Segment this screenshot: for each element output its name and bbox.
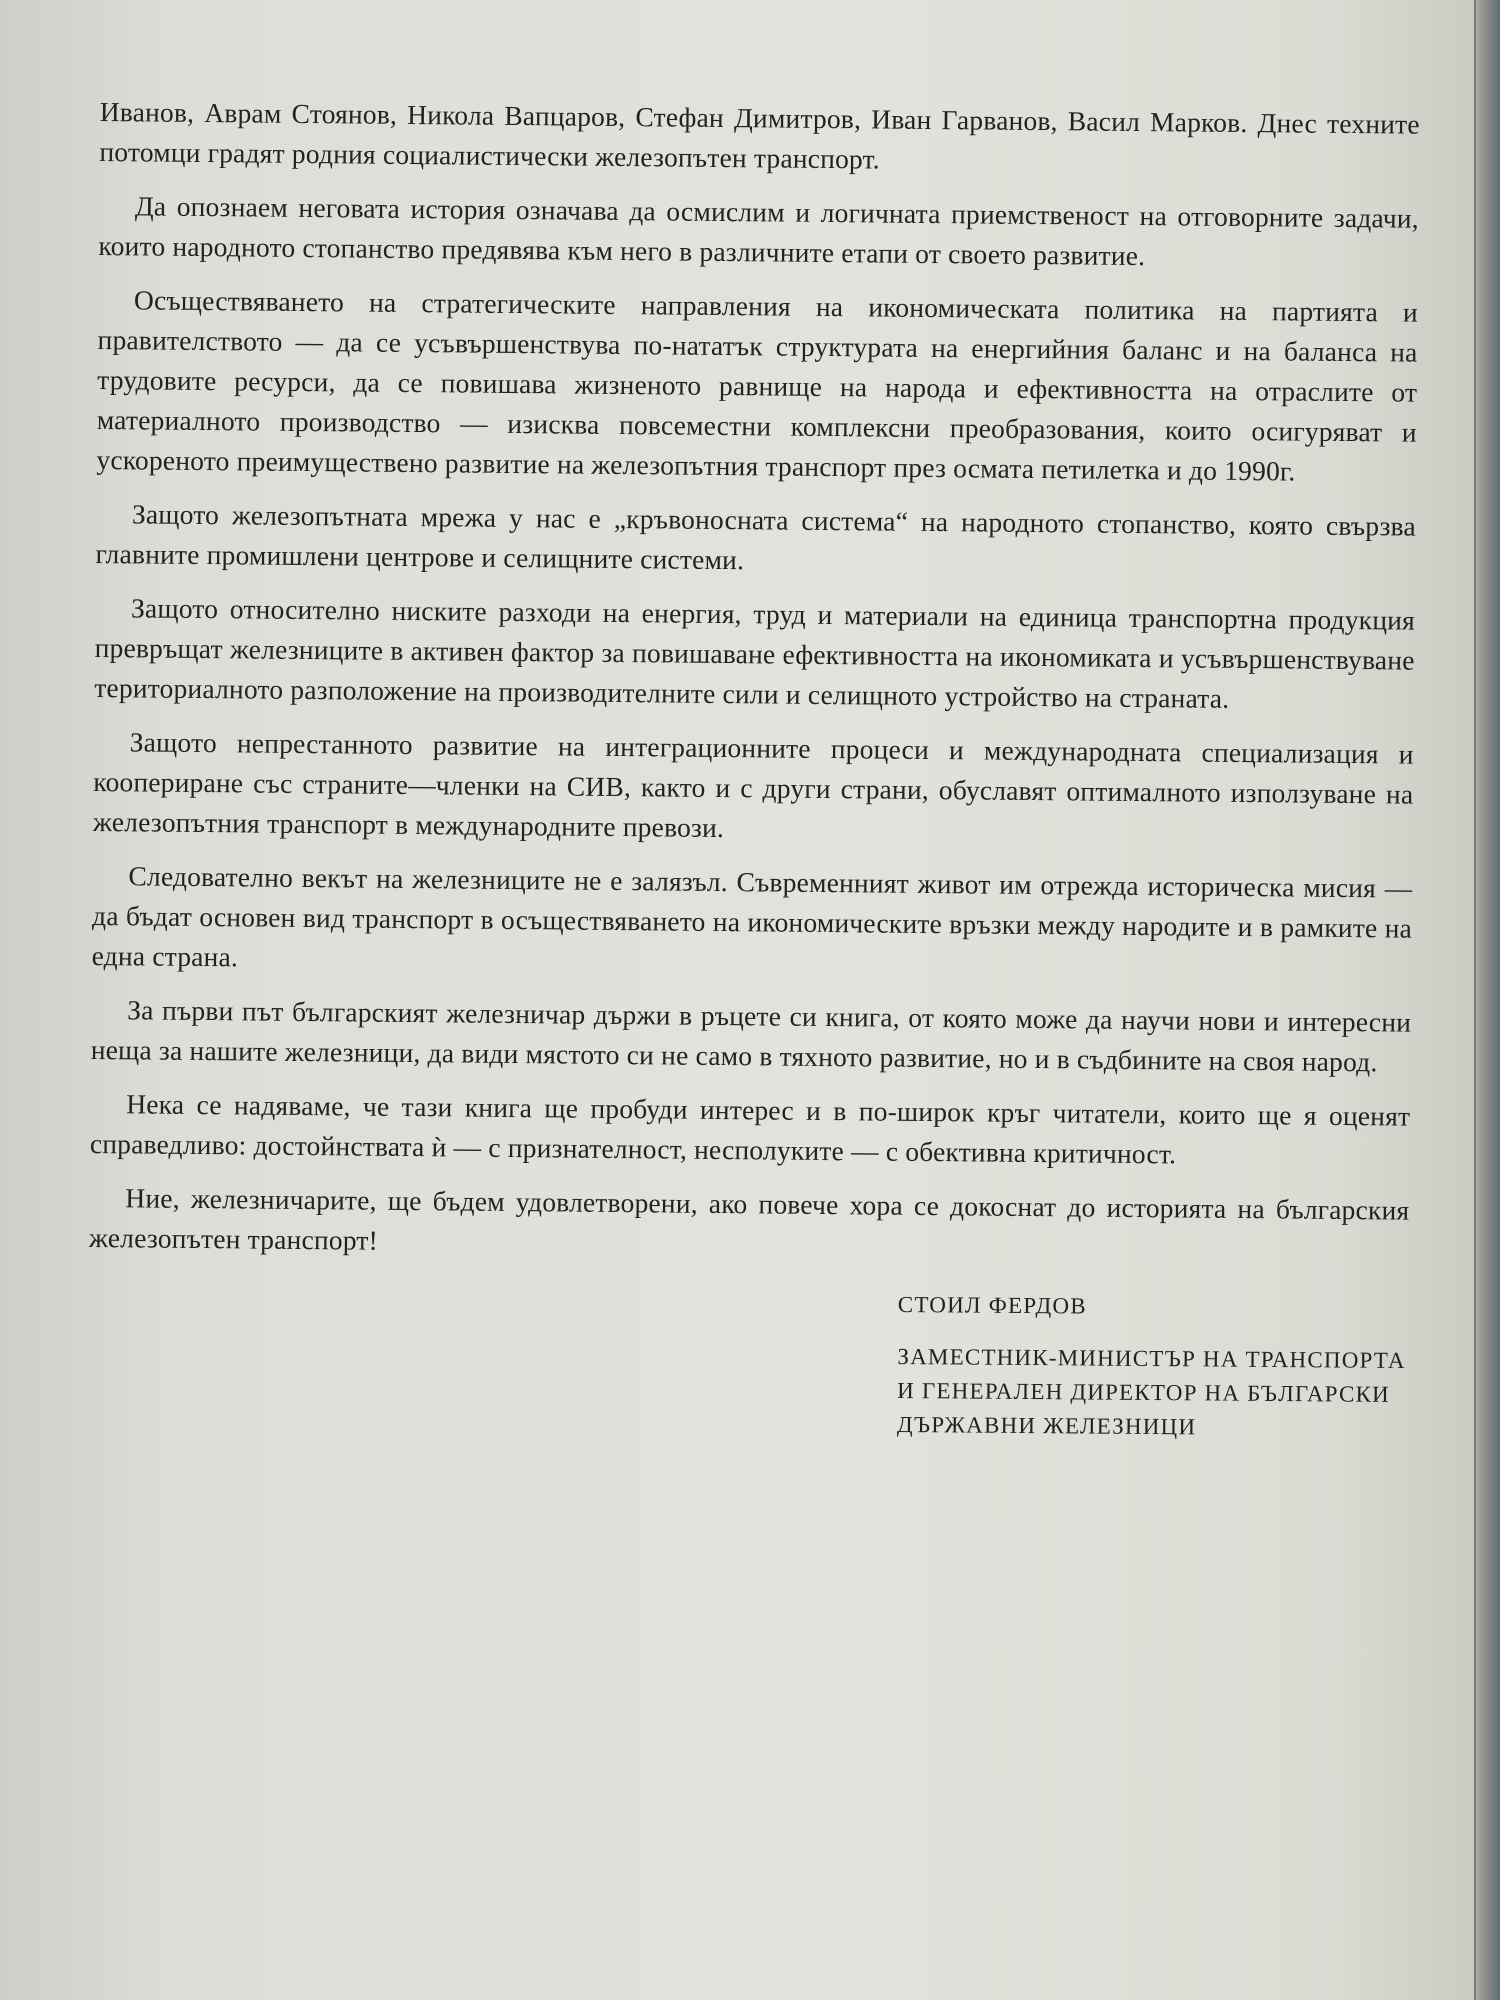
body-text: [89, 92, 1420, 1285]
paragraph-7: Следователно векът на железниците не е залязъл. Съвременният живот им отрежда историческа мисия — да бъдат основен вид транспорт в осъществяването на икономическите връзки между народите и в рамките на една страна.: [91, 860, 1413, 973]
signature-name: СТОИЛ ФЕРДОВ: [897, 1291, 1087, 1319]
signature-block: [897, 1288, 1458, 1446]
paragraph-8: За първи път българският железничар държи в ръцете си книга, от която може да научи нови и интересни неща за нашите железници, да види мястото си не само в тяхното развитие, но и в съдбините на своя народ.: [90, 994, 1412, 1078]
paragraph-1: Иванов, Аврам Стоянов, Никола Вапцаров, Стефан Димитров, Иван Гарванов, Васил Марков. Днес техните потомци градят родния социалистически железопътен транспорт.: [99, 95, 1420, 175]
paragraph-4: Защото железопътната мрежа у нас е „кръвоносната система“ на народното стопанство, която свързва главните промишлени центрове и селищните системи.: [95, 498, 1417, 576]
adjacent-page-edge: [1474, 0, 1500, 2000]
paragraph-2: Да опознаем неговата история означава да осмислим и логичната приемственост на отговорните задачи, които народното стопанство предявява към него в различните етапи от своето развитие.: [98, 190, 1419, 272]
paragraph-5: Защото относително ниските разходи на енергия, труд и материали на единица транспортна продукция превръщат железниците в активен фактор за повишаване ефективността на икономиката и усъвършенствуване териториалното разположение на производителните сили и селищното устройство на страната.: [94, 592, 1416, 714]
paragraph-9: Нека се надяваме, че тази книга ще пробуди интерес и в по-широк кръг читатели, които ще я оценят справедливо: достойнствата ѝ — с признателност, несполуките — с обективна критичност.: [89, 1088, 1411, 1170]
signature-title-line-2: И ГЕНЕРАЛЕН ДИРЕКТОР НА БЪЛГАРСКИ: [897, 1377, 1390, 1407]
signature-title-line-3: ДЪРЖАВНИ ЖЕЛЕЗНИЦИ: [896, 1411, 1197, 1440]
paragraph-3: Осъществяването на стратегическите направления на икономическата политика на партията и правителството — да се усъвършенствува по-нататък структурата на енергийния баланс и на баланса на трудовите ресурси, да се повишава жизненото равнище на народа и ефективността на отраслите от материалното производство — изисква повсеместни комплексни преобразования, които осигуряват и ускореното преимуществено развитие на железопътния транспорт през осмата петилетка и до 1990г.: [96, 284, 1419, 487]
paragraph-10: Ние, железничарите, ще бъдем удовлетворени, ако повече хора се докоснат до историята на българския железопътен транспорт!: [88, 1182, 1410, 1256]
signature-title-line-1: ЗАМЕСТНИК-МИНИСТЪР НА ТРАНСПОРТА: [897, 1343, 1406, 1373]
paragraph-6: Защото непрестанното развитие на интеграционните процеси и международната специализация и коопериране със страните—членки на СИВ, както и с други страни, обуславят оптималното използуване на железопътния транспорт в международните превози.: [92, 726, 1414, 844]
